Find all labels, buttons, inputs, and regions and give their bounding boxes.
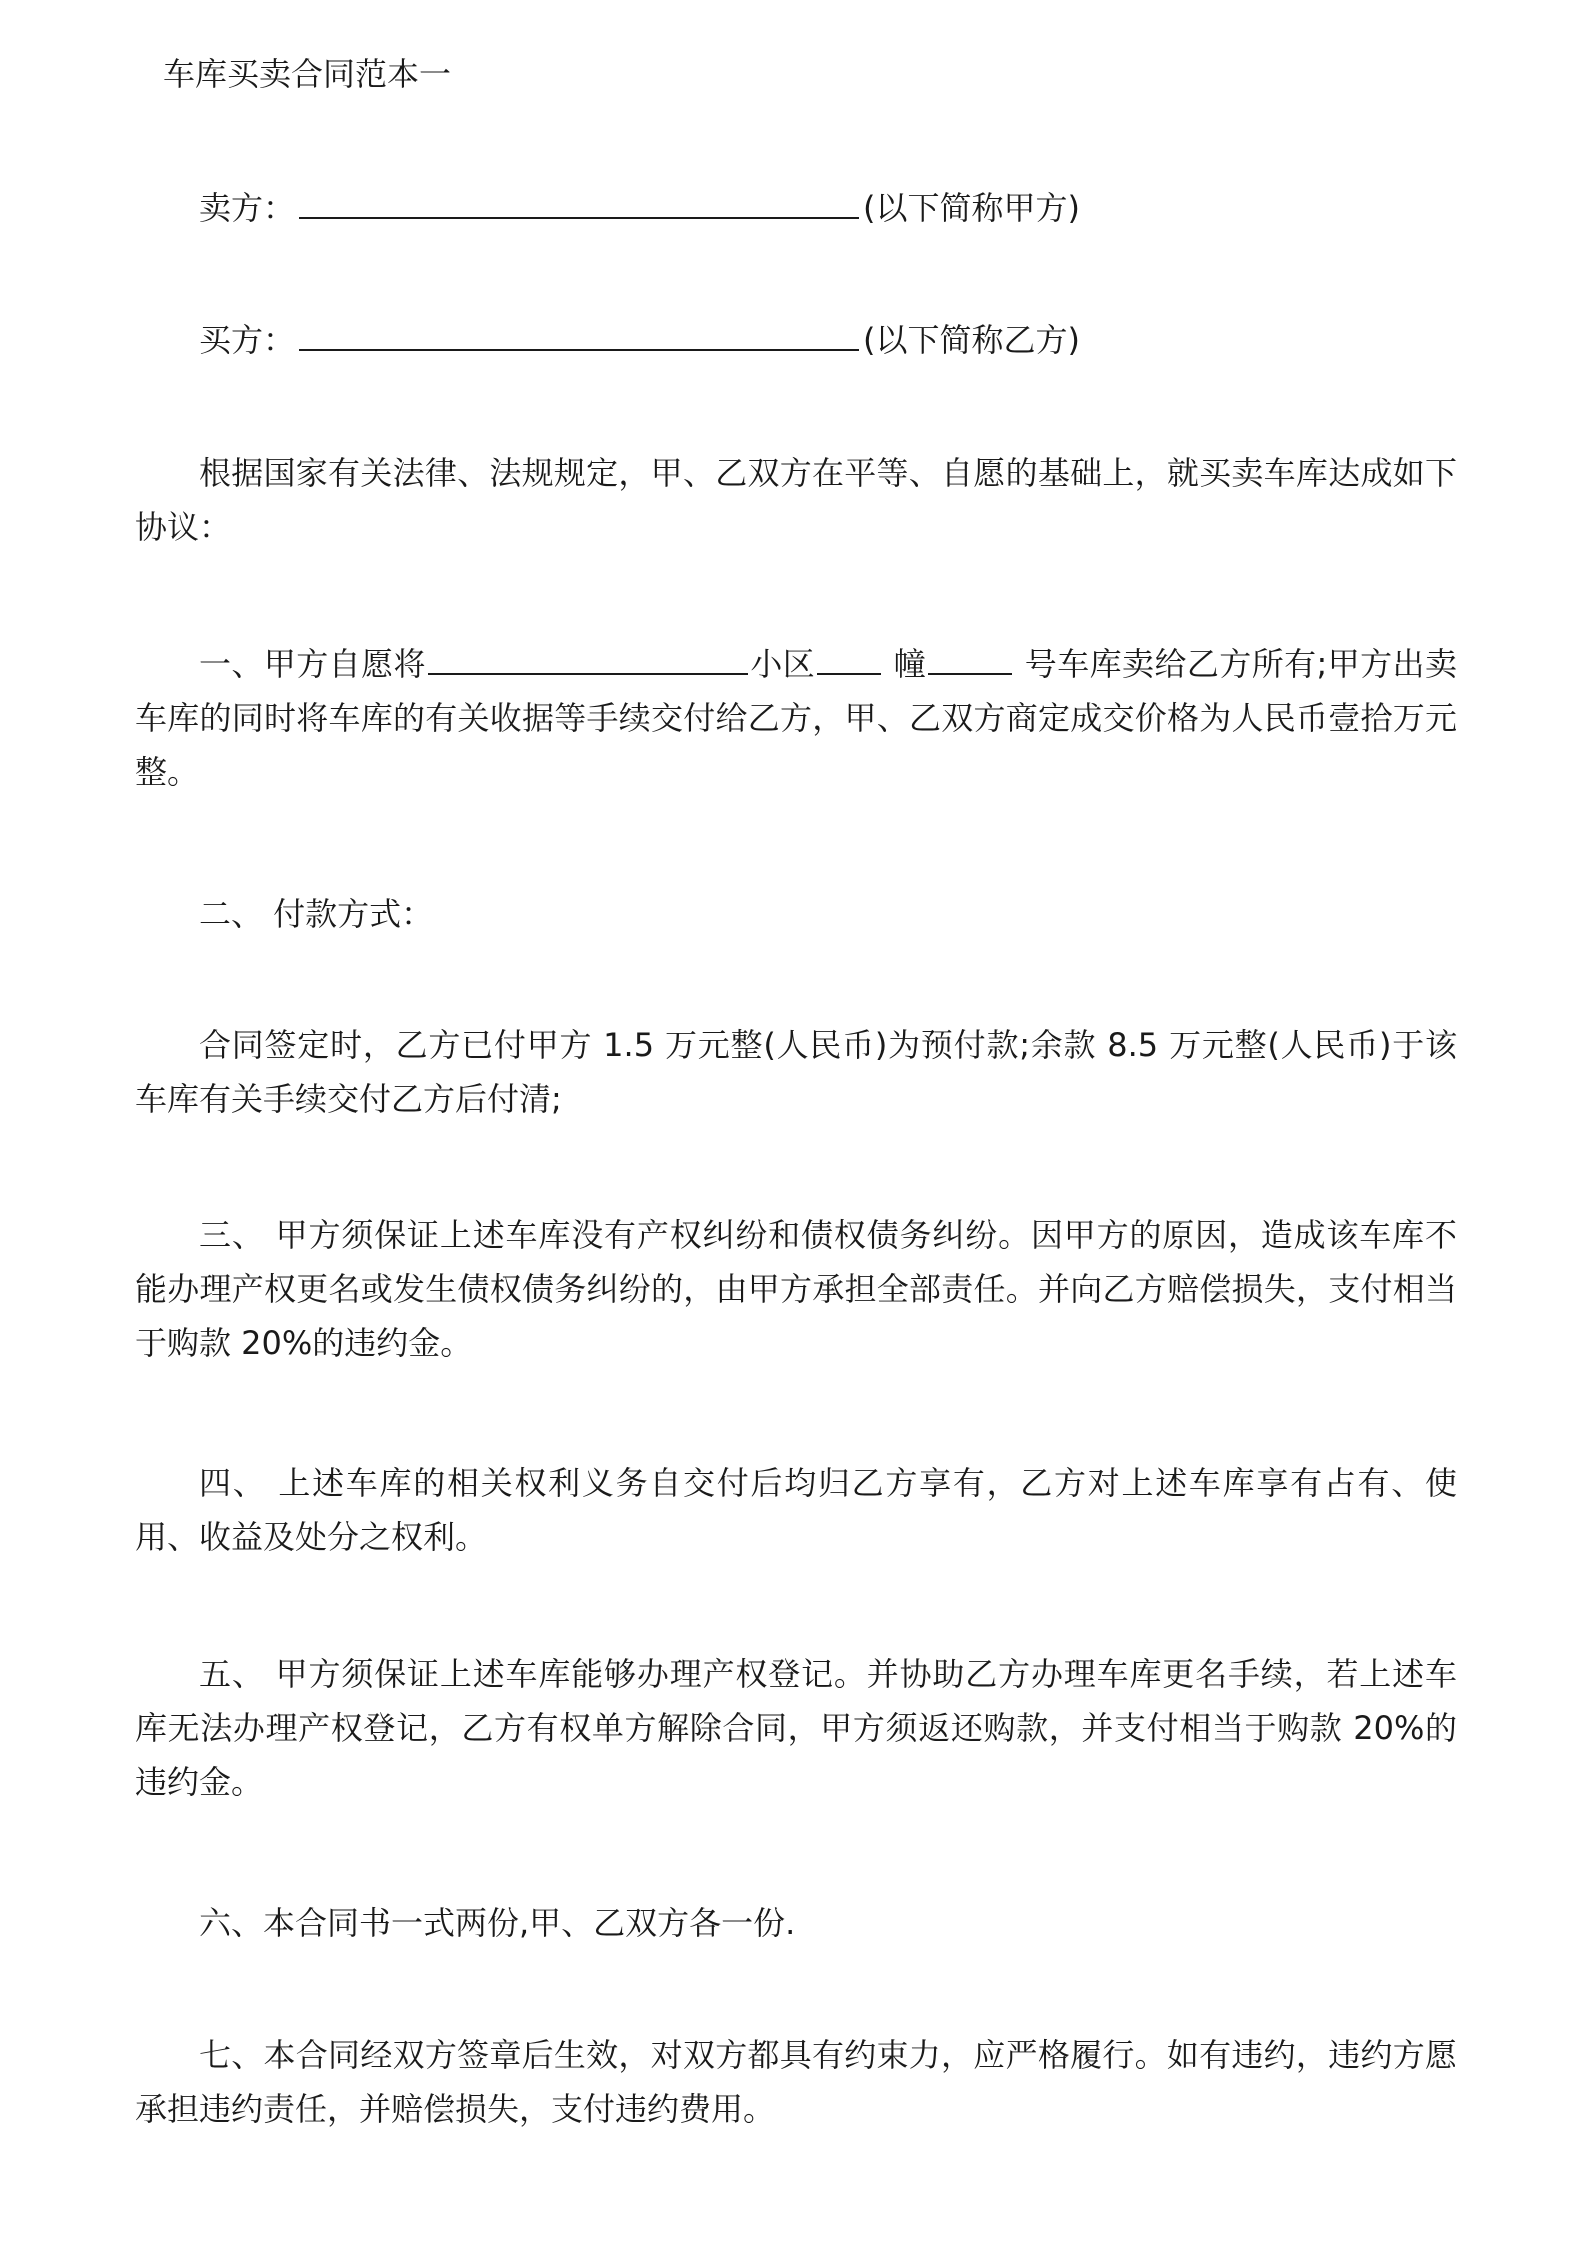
building-number-blank[interactable] — [817, 641, 881, 675]
clause-1-building: 幢 — [893, 645, 927, 683]
clause-4-paragraph: 四、 上述车库的相关权利义务自交付后均归乙方享有，乙方对上述车库享有占有、使用、收益及处分之权利。 — [135, 1464, 1457, 1556]
community-name-blank[interactable] — [428, 641, 748, 675]
garage-number-blank[interactable] — [928, 641, 1012, 675]
document-title: 车库买卖合同范本一 — [163, 55, 452, 93]
clause-1-community: 小区 — [749, 645, 816, 683]
clause-3-paragraph: 三、 甲方须保证上述车库没有产权纠纷和债权债务纠纷。因甲方的原因，造成该车库不能办理产权更名或发生债权债务纠纷的，由甲方承担全部责任。并向乙方赔偿损失，支付相当于购款 20%的违约金。 — [135, 1216, 1457, 1362]
preamble-paragraph: 根据国家有关法律、法规规定，甲、乙双方在平等、自愿的基础上，就买卖车库达成如下协议： — [135, 454, 1457, 546]
clause-2-heading: 二、 付款方式： — [199, 895, 434, 933]
clause-1-rest: 号车库卖给乙方所有;甲方出卖车库的同时将车库的有关收据等手续交付给乙方，甲、乙双方商定成交价格为人民币壹拾万元整。 — [135, 645, 1457, 791]
buyer-suffix: (以下简称乙方) — [863, 321, 1080, 359]
seller-name-blank[interactable] — [299, 183, 859, 219]
clause-6-paragraph: 六、本合同书一式两份,甲、乙双方各一份. — [199, 1904, 796, 1942]
clause-5-paragraph: 五、 甲方须保证上述车库能够办理产权登记。并协助乙方办理车库更名手续，若上述车库无法办理产权登记，乙方有权单方解除合同，甲方须返还购款，并支付相当于购款 20%的违约金。 — [135, 1655, 1457, 1801]
clause-2-paragraph: 合同签定时，乙方已付甲方 1.5 万元整(人民币)为预付款;余款 8.5 万元整(人民币)于该车库有关手续交付乙方后付清; — [135, 1026, 1457, 1118]
clause-1-paragraph — [135, 637, 1457, 799]
buyer-name-blank[interactable] — [299, 315, 859, 351]
buyer-label: 买方： — [199, 321, 296, 359]
clause-7-paragraph: 七、本合同经双方签章后生效，对双方都具有约束力，应严格履行。如有违约，违约方愿承担违约责任，并赔偿损失，支付违约费用。 — [135, 2036, 1457, 2128]
clause-1-prefix: 一、甲方自愿将 — [199, 645, 426, 683]
seller-suffix: (以下简称甲方) — [863, 189, 1080, 227]
seller-label: 卖方： — [199, 189, 296, 227]
seller-line — [199, 181, 1080, 235]
buyer-line — [199, 313, 1080, 367]
